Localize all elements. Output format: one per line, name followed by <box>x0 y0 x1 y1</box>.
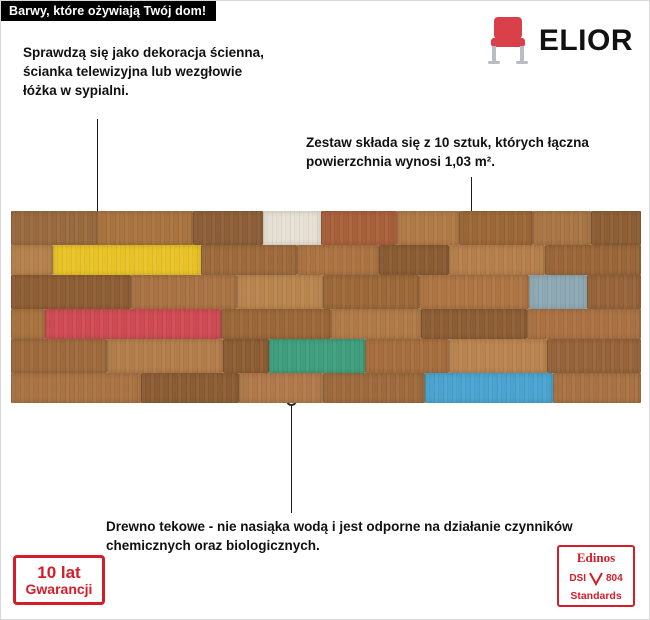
wood-grain-texture <box>107 339 223 373</box>
wood-grain-texture <box>419 275 529 309</box>
wood-grain-texture <box>321 211 397 245</box>
wood-grain-texture <box>421 309 527 339</box>
wood-grain-texture <box>449 339 547 373</box>
wood-plank <box>221 309 331 339</box>
wood-grain-texture <box>141 373 239 403</box>
wood-grain-texture <box>11 339 107 373</box>
wood-plank <box>545 245 641 275</box>
standards-number: 804 <box>605 572 623 584</box>
wood-grain-texture <box>53 245 201 275</box>
guarantee-badge <box>13 555 105 605</box>
wood-plank <box>11 309 45 339</box>
wood-plank <box>297 245 379 275</box>
wood-grain-texture <box>97 211 193 245</box>
wood-plank <box>11 245 53 275</box>
wood-grain-texture <box>11 373 141 403</box>
wood-plank <box>193 211 263 245</box>
wood-plank <box>397 211 459 245</box>
wood-plank <box>421 309 527 339</box>
wood-plank <box>223 339 269 373</box>
standards-middle-row <box>561 570 631 586</box>
wood-plank <box>11 373 141 403</box>
callout-set-contents: Zestaw składa się z 10 sztuk, których łączna powierzchnia wynosi 1,03 m². <box>306 135 589 170</box>
wood-grain-texture <box>263 211 321 245</box>
standards-name: Edinos <box>576 550 616 565</box>
checkmark-icon <box>588 570 604 586</box>
wood-grain-texture <box>533 211 591 245</box>
wood-grain-texture <box>365 339 449 373</box>
wood-plank <box>239 373 323 403</box>
wood-grain-texture <box>201 245 297 275</box>
wood-grain-texture <box>193 211 263 245</box>
wood-plank <box>419 275 529 309</box>
top-banner-text: Barwy, które ożywiają Twój dom! <box>9 4 207 18</box>
standards-badge <box>557 545 635 607</box>
standards-code: DSI <box>569 572 586 584</box>
leader-line-teak-wood <box>291 405 292 513</box>
wood-plank <box>201 245 297 275</box>
wood-plank <box>547 339 641 373</box>
wood-grain-texture <box>297 245 379 275</box>
callout-teak-wood: Drewno tekowe - nie nasiąka wodą i jest odporne na działanie czynników chemicznych oraz biologicznych. <box>106 519 573 554</box>
wood-grain-texture <box>425 373 553 403</box>
wood-grain-texture <box>547 339 641 373</box>
wood-plank <box>269 339 365 373</box>
wood-plank <box>237 275 323 309</box>
wood-grain-texture <box>11 275 131 309</box>
guarantee-label: Gwarancji <box>25 580 93 597</box>
wood-plank <box>449 245 545 275</box>
wood-plank <box>11 275 131 309</box>
wood-plank <box>53 245 201 275</box>
chair-icon <box>485 15 531 67</box>
wood-grain-texture <box>553 373 641 403</box>
callout-wall-decoration: Sprawdzą się jako dekoracja ścienna, ścianka telewizyjna lub wezgłowie łóżka w sypialni. <box>23 45 264 99</box>
wood-grain-texture <box>379 245 449 275</box>
wood-plank <box>459 211 533 245</box>
wood-plank <box>527 309 641 339</box>
wood-plank <box>11 211 97 245</box>
wood-grain-texture <box>11 211 97 245</box>
wood-plank <box>533 211 591 245</box>
wood-plank <box>97 211 193 245</box>
wood-grain-texture <box>587 275 641 309</box>
wood-plank <box>365 339 449 373</box>
wood-plank <box>323 275 419 309</box>
wood-grain-texture <box>529 275 587 309</box>
wood-grain-texture <box>45 309 221 339</box>
wood-plank <box>323 373 425 403</box>
standards-label: Standards <box>570 590 622 602</box>
wood-plank <box>587 275 641 309</box>
wood-grain-texture <box>223 339 269 373</box>
wood-plank <box>141 373 239 403</box>
wood-plank <box>11 339 107 373</box>
wood-plank <box>107 339 223 373</box>
top-banner <box>1 1 216 21</box>
wood-plank <box>379 245 449 275</box>
brand-logo <box>485 15 633 67</box>
wood-plank <box>591 211 641 245</box>
brand-name: ELIOR <box>538 24 633 57</box>
wood-grain-texture <box>237 275 323 309</box>
wood-grain-texture <box>239 373 323 403</box>
wood-grain-texture <box>323 275 419 309</box>
wood-grain-texture <box>323 373 425 403</box>
wood-grain-texture <box>591 211 641 245</box>
wood-plank <box>263 211 321 245</box>
wood-grain-texture <box>269 339 365 373</box>
wood-grain-texture <box>11 245 53 275</box>
wood-plank <box>45 309 221 339</box>
wood-grain-texture <box>449 245 545 275</box>
wood-plank <box>553 373 641 403</box>
wood-grain-texture <box>331 309 421 339</box>
wood-grain-texture <box>11 309 45 339</box>
wood-plank <box>331 309 421 339</box>
wood-grain-texture <box>545 245 641 275</box>
product-image <box>11 211 641 416</box>
wood-grain-texture <box>221 309 331 339</box>
wood-plank <box>449 339 547 373</box>
wood-grain-texture <box>131 275 237 309</box>
wood-grain-texture <box>527 309 641 339</box>
wood-plank <box>425 373 553 403</box>
guarantee-years: 10 lat <box>37 562 81 582</box>
wood-grain-texture <box>459 211 533 245</box>
wood-grain-texture <box>397 211 459 245</box>
wood-plank <box>321 211 397 245</box>
wood-plank <box>529 275 587 309</box>
wood-plank <box>131 275 237 309</box>
